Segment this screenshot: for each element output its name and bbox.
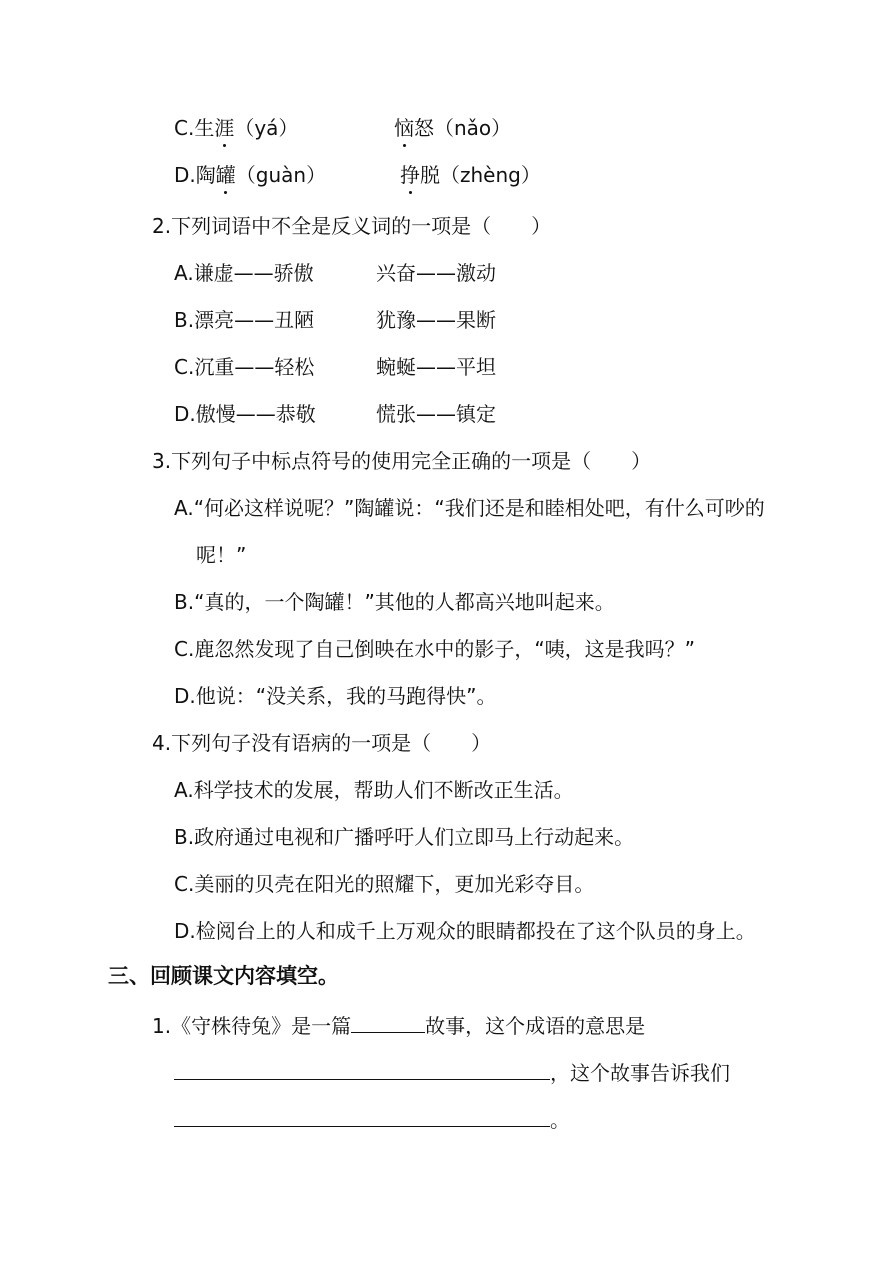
- q2-stem: 2.下列词语中不全是反义词的一项是（ ）: [152, 214, 552, 238]
- q1-option-d-pre: D.陶: [174, 163, 216, 187]
- pinyin: （yá）: [234, 116, 299, 140]
- pinyin: 脱（zhèng）: [420, 163, 541, 187]
- q1-option-c-pre: C.生: [174, 116, 215, 140]
- q1-option-d: [174, 161, 326, 189]
- q2-option-b: B.漂亮——丑陋: [174, 308, 315, 332]
- q3-option-d: D.他说：“没关系，我的马跑得快”。: [174, 684, 497, 708]
- q2-option-a-pair2: 兴奋——激动: [376, 261, 496, 285]
- q1-option-c-word2: [394, 114, 511, 142]
- fill-line-3: [174, 1104, 570, 1134]
- fill-line-1: [152, 1010, 645, 1040]
- blank-story-lesson[interactable]: [174, 1104, 550, 1127]
- q4-option-d: D.检阅台上的人和成千上万观众的眼睛都投在了这个队员的身上。: [174, 919, 756, 943]
- q4-option-c: C.美丽的贝壳在阳光的照耀下，更加光彩夺目。: [174, 872, 595, 896]
- fill-text: 故事，这个成语的意思是: [425, 1014, 646, 1038]
- q2-option-a: A.谦虚——骄傲: [174, 261, 314, 285]
- q1-option-c: [174, 114, 298, 142]
- q3-option-a: A.“何必这样说呢？”陶罐说：“我们还是和睦相处吧，有什么可吵的: [174, 496, 765, 520]
- dotted-char: 恼: [394, 116, 414, 140]
- pinyin: （guàn）: [235, 163, 327, 187]
- fill-text: 。: [550, 1108, 570, 1132]
- q3-option-a-cont: 呢！”: [196, 543, 247, 567]
- q2-option-d: D.傲慢——恭敬: [174, 402, 316, 426]
- blank-idiom-meaning[interactable]: [174, 1057, 550, 1080]
- fill-text: 1.《守株待兔》是一篇: [152, 1014, 352, 1038]
- q2-option-b-pair2: 犹豫——果断: [376, 308, 496, 332]
- section-3-title: 三、回顾课文内容填空。: [108, 964, 339, 988]
- dotted-char: 挣: [400, 163, 420, 187]
- q2-option-c-pair2: 蜿蜒——平坦: [376, 355, 496, 379]
- q3-option-b: B.“真的，一个陶罐！”其他的人都高兴地叫起来。: [174, 590, 615, 614]
- fill-line-2: [174, 1057, 730, 1087]
- q2-option-c: C.沉重——轻松: [174, 355, 315, 379]
- pinyin: 怒（nǎo）: [414, 116, 512, 140]
- q4-stem: 4.下列句子没有语病的一项是（ ）: [152, 731, 492, 755]
- q4-option-a: A.科学技术的发展，帮助人们不断改正生活。: [174, 778, 574, 802]
- q2-option-d-pair2: 慌张——镇定: [376, 402, 496, 426]
- dotted-char: 涯: [214, 116, 235, 140]
- fill-text: ，这个故事告诉我们: [550, 1061, 730, 1085]
- q4-option-b: B.政府通过电视和广播呼吁人们立即马上行动起来。: [174, 825, 635, 849]
- q3-option-c: C.鹿忽然发现了自己倒映在水中的影子，“咦，这是我吗？”: [174, 637, 696, 661]
- q1-option-d-word2: [400, 161, 541, 189]
- q3-stem: 3.下列句子中标点符号的使用完全正确的一项是（ ）: [152, 449, 652, 473]
- dotted-char: 罐: [215, 163, 236, 187]
- blank-story-type[interactable]: [351, 1010, 425, 1033]
